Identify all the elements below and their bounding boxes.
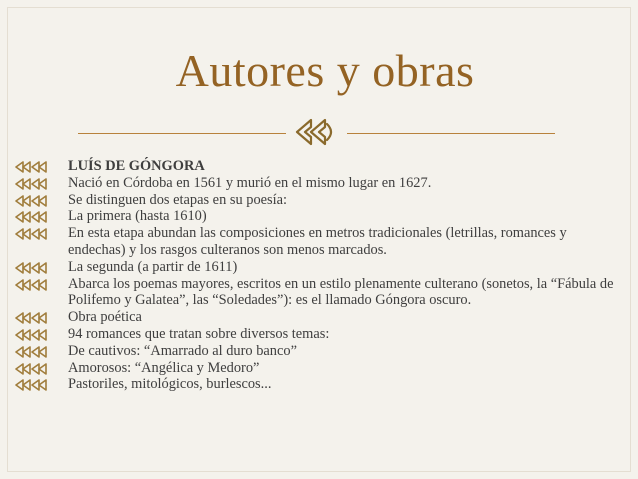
double-arrow-icon	[14, 161, 50, 173]
title-rule-left	[78, 133, 286, 134]
bullet-text: 94 romances que tratan sobre diversos temas:	[68, 325, 330, 342]
list-item	[14, 276, 614, 310]
list-item	[14, 360, 614, 377]
list-item	[14, 376, 614, 393]
bullet-text: En esta etapa abundan las composiciones en metros tradicionales (letrillas, romances y endechas) y los rasgos culteranos son menos marcados.	[68, 225, 567, 258]
bullet-text: La primera (hasta 1610)	[68, 208, 207, 225]
list-item	[14, 175, 614, 192]
title-rule-right	[347, 133, 555, 134]
double-arrow-icon	[14, 279, 50, 291]
double-arrow-icon	[14, 178, 50, 190]
slide-title: Autores y obras	[175, 45, 475, 96]
bullet-text: Se distinguen dos etapas en su poesía:	[68, 191, 288, 208]
double-arrow-icon	[14, 346, 50, 358]
double-arrow-icon	[14, 379, 50, 391]
list-item	[14, 343, 614, 360]
bullet-list	[14, 158, 614, 393]
bullet-text: Amorosos: “Angélica y Medoro”	[68, 359, 260, 376]
double-arrow-icon	[14, 363, 50, 375]
list-item	[14, 326, 614, 343]
bullet-text: LUÍS DE GÓNGORA	[68, 158, 205, 174]
bullet-text: Abarca los poemas mayores, escritos en un estilo plenamente culterano (sonetos, la “Fábula de Polifemo y Galatea”, las “Soledades”): es el llamado Góngora oscuro.	[68, 275, 614, 309]
list-item	[14, 192, 614, 209]
double-arrow-icon	[14, 211, 50, 223]
list-item	[14, 158, 614, 175]
list-item	[14, 259, 614, 276]
bullet-text: Pastoriles, mitológicos, burlescos...	[68, 376, 272, 393]
bullet-text: Obra poética	[68, 309, 142, 326]
double-arrow-icon	[14, 329, 50, 341]
list-item	[14, 309, 614, 326]
ornament-icon	[291, 116, 341, 148]
double-arrow-icon	[14, 195, 50, 207]
double-arrow-icon	[14, 228, 50, 240]
bullet-text: Nació en Córdoba en 1561 y murió en el mismo lugar en 1627.	[68, 174, 432, 191]
double-arrow-icon	[14, 312, 50, 324]
bullet-text: De cautivos: “Amarrado al duro banco”	[68, 342, 297, 359]
double-arrow-icon	[14, 262, 50, 274]
list-item	[14, 225, 614, 259]
bullet-text: La segunda (a partir de 1611)	[68, 258, 238, 275]
list-item	[14, 208, 614, 225]
